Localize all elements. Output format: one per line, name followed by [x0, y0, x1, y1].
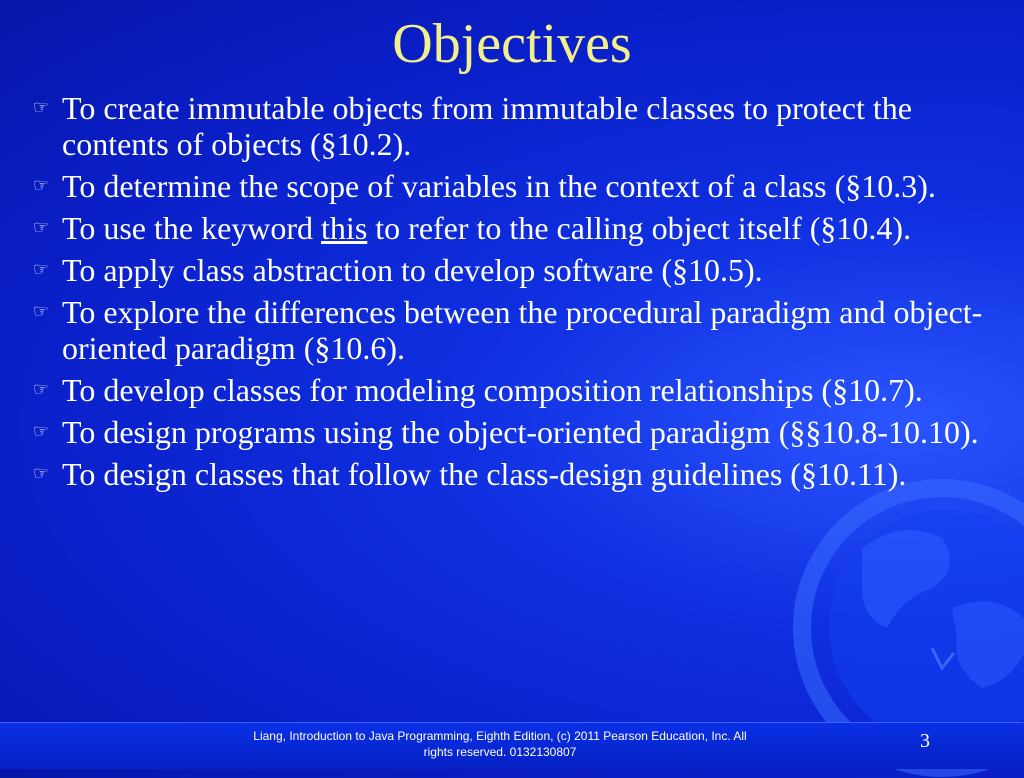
- pointing-hand-icon: ☞: [32, 259, 50, 280]
- bullet-text: To develop classes for modeling composition relationships (§10.7).: [62, 372, 923, 408]
- pointing-hand-icon: ☞: [32, 379, 50, 400]
- pointing-hand-icon: ☞: [32, 97, 50, 118]
- bullet-text: To create immutable objects from immutable classes to protect the contents of objects (§10.2).: [62, 90, 912, 162]
- list-item: [20, 372, 1010, 408]
- bullet-text: To explore the differences between the procedural paradigm and object-oriented paradigm (§10.6).: [62, 294, 983, 366]
- pointing-hand-icon: ☞: [32, 463, 50, 484]
- list-item: [20, 456, 1010, 492]
- bullet-text: To design classes that follow the class-design guidelines (§10.11).: [62, 456, 907, 492]
- keyword-this: this: [321, 210, 368, 246]
- page-number: 3: [920, 730, 930, 752]
- bullet-text: To apply class abstraction to develop software (§10.5).: [62, 252, 763, 288]
- pointing-hand-icon: ☞: [32, 217, 50, 238]
- bullet-text: To determine the scope of variables in the context of a class (§10.3).: [62, 168, 936, 204]
- pointing-hand-icon: ☞: [32, 175, 50, 196]
- bullet-text: To design programs using the object-oriented paradigm (§§10.8-10.10).: [62, 414, 979, 450]
- list-item: [20, 414, 1010, 450]
- bullet-text: To use the keyword this to refer to the calling object itself (§10.4).: [62, 210, 912, 246]
- list-item: [20, 90, 1010, 162]
- list-item: [20, 294, 1010, 366]
- footer-line-1: Liang, Introduction to Java Programming, Eighth Edition, (c) 2011 Pearson Education, Inc. All: [253, 729, 747, 743]
- footer-line-2: rights reserved. 0132130807: [423, 745, 577, 759]
- pointing-hand-icon: ☞: [32, 421, 50, 442]
- list-item: [20, 168, 1010, 204]
- objectives-list: [20, 90, 1010, 498]
- pointing-hand-icon: ☞: [32, 301, 50, 322]
- slide-title: Objectives: [392, 13, 632, 75]
- footer-copyright: [190, 728, 810, 760]
- list-item: [20, 252, 1010, 288]
- list-item: [20, 210, 1010, 246]
